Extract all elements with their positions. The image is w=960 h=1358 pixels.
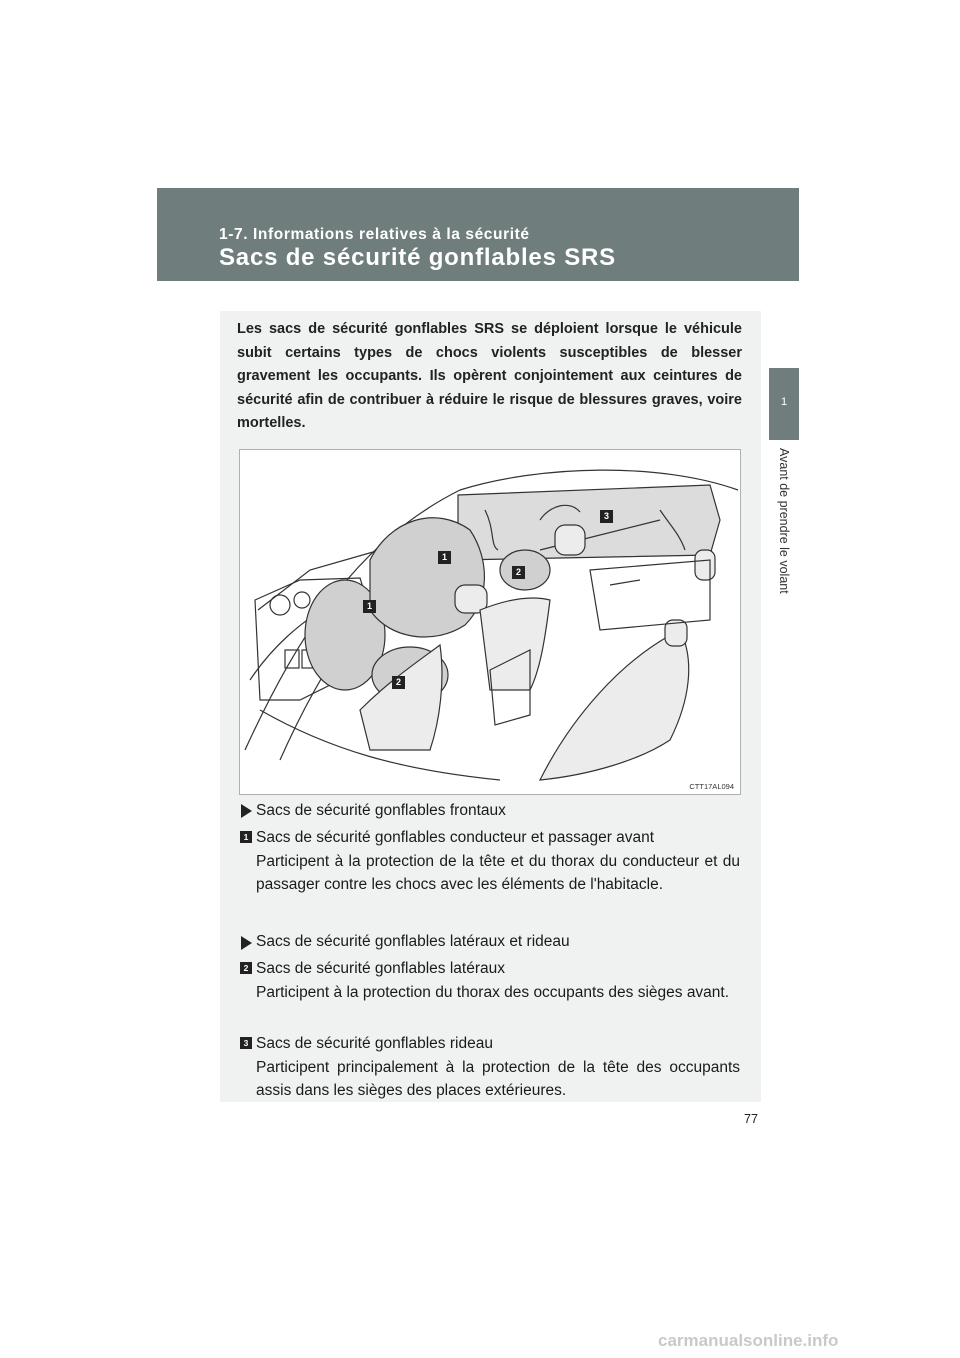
page-number: 77 — [744, 1112, 758, 1126]
figure-label-3-curtain: 3 — [600, 510, 613, 523]
item1-description: Participent à la protection de la tête et du thorax du conducteur et du passager contre les chocs avec les éléments de l'habitacle. — [256, 853, 740, 893]
figure-label-1-passenger: 1 — [438, 551, 451, 564]
content-panel — [220, 311, 761, 1102]
chapter-number: 1 — [780, 396, 788, 408]
item3-title: Sacs de sécurité gonflables rideau — [256, 1035, 493, 1052]
triangle-bullet-icon — [241, 804, 252, 818]
item1-title: Sacs de sécurité gonflables conducteur et passager avant — [256, 829, 655, 846]
figure-label-2-driver: 2 — [392, 676, 405, 689]
number-2-icon: 2 — [240, 962, 252, 974]
figure-code: CTT17AL094 — [689, 782, 734, 791]
figure-label-1-driver: 1 — [363, 600, 376, 613]
watermark: carmanualsonline.info — [658, 1331, 839, 1350]
airbag-illustration — [239, 449, 741, 795]
section-subtitle: 1-7. Informations relatives à la sécurité — [219, 226, 530, 243]
frontal-heading: Sacs de sécurité gonflables frontaux — [256, 802, 506, 819]
number-3-icon: 3 — [240, 1037, 252, 1049]
car-interior-drawing — [240, 450, 740, 794]
section-header — [157, 188, 799, 281]
chapter-label: Avant de prendre le volant — [777, 448, 791, 594]
triangle-bullet-icon — [241, 936, 252, 950]
page-title: Sacs de sécurité gonflables SRS — [219, 244, 616, 271]
number-1-icon: 1 — [240, 831, 252, 843]
figure-label-2-passenger: 2 — [512, 566, 525, 579]
chapter-tab[interactable] — [769, 368, 799, 440]
intro-paragraph: Les sacs de sécurité gonflables SRS se déploient lorsque le véhicule subit certains types de chocs violents susceptibles de blesser gravement les occupants. Ils opèrent conjointement aux ceintures de sécurité afin de contribuer à réduire le risque de blessures graves, voire mortelles. — [237, 321, 742, 431]
item3-description: Participent principalement à la protection de la tête des occupants assis dans les sièges des places extérieures. — [256, 1059, 740, 1099]
side-heading: Sacs de sécurité gonflables latéraux et rideau — [256, 933, 570, 950]
item2-title: Sacs de sécurité gonflables latéraux — [256, 960, 506, 977]
item2-description: Participent à la protection du thorax des occupants des sièges avant. — [256, 984, 730, 1001]
